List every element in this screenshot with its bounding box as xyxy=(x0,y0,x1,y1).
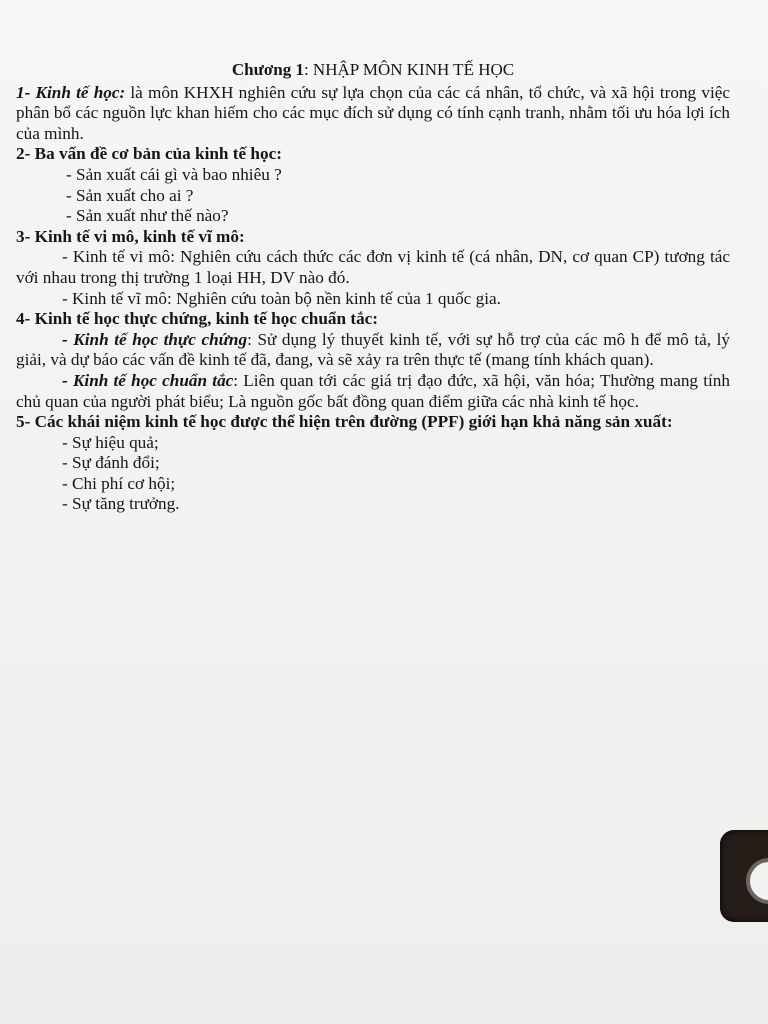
section-3-micro: - Kinh tế vi mô: Nghiên cứu cách thức các đơn vị kinh tế (cá nhân, DN, cơ quan CP) tương tác với nhau trong thị trường 1 loại HH, DV nào đó. xyxy=(16,247,730,287)
section-4-normative-text: : Liên quan tới các giá trị đạo đức, xã hội, văn hóa; Thường mang tính chủ quan của người phát biểu; Là nguồn gốc bất đồng quan điểm giữa các nhà kinh tế học. xyxy=(16,370,730,411)
section-5-item: - Sự hiệu quả; xyxy=(62,432,159,452)
section-3-macro: - Kinh tế vĩ mô: Nghiên cứu toàn bộ nền kinh tế của 1 quốc gia. xyxy=(62,288,501,308)
binder-clip-shadow xyxy=(720,830,768,922)
binder-ring-icon xyxy=(746,858,768,904)
section-4-normative-term: - Kinh tế học chuẩn tắc xyxy=(62,370,234,390)
section-1-term: 1- Kinh tế học: xyxy=(16,82,126,102)
section-4-heading: 4- Kinh tế học thực chứng, kinh tế học chuẩn tắc: xyxy=(16,309,379,329)
section-1-text: là môn KHXH nghiên cứu sự lựa chọn của các cá nhân, tổ chức, và xã hội trong việc phân bổ các nguồn lực khan hiếm cho các mục đích sử dụng có tính cạnh tranh, nhằm tối ưu hóa lợi ích của mình. xyxy=(16,82,730,143)
section-4-positive-text: : Sử dụng lý thuyết kinh tế, với sự hỗ trợ của các mô h để mô tả, lý giải, và dự báo các vấn đề kinh tế đã, đang, và sẽ xảy ra trên thực tế (mang tính khách quan). xyxy=(16,329,730,370)
section-4-positive xyxy=(16,330,730,371)
section-4-normative xyxy=(16,371,730,412)
section-2-item: - Sản xuất cái gì và bao nhiêu ? xyxy=(66,164,282,184)
section-4-positive-term: - Kinh tế học thực chứng xyxy=(62,329,248,349)
section-5-item: - Chi phí cơ hội; xyxy=(62,473,176,493)
section-2-item: - Sản xuất như thế nào? xyxy=(66,206,229,226)
section-5-heading: 5- Các khái niệm kinh tế học được thể hiện trên đường (PPF) giới hạn khả năng sản xuất: xyxy=(16,412,673,432)
chapter-number: Chương 1 xyxy=(231,60,304,79)
section-2-heading: 2- Ba vấn đề cơ bản của kinh tế học: xyxy=(16,144,282,164)
document-body xyxy=(16,60,730,515)
section-3-heading: 3- Kinh tế vi mô, kinh tế vĩ mô: xyxy=(16,226,245,246)
chapter-name: : NHẬP MÔN KINH TẾ HỌC xyxy=(303,60,515,79)
chapter-title xyxy=(16,60,730,81)
section-5-item: - Sự đánh đổi; xyxy=(62,453,160,473)
section-5-item: - Sự tăng trưởng. xyxy=(62,494,180,514)
section-2-item: - Sản xuất cho ai ? xyxy=(66,185,194,205)
section-1-definition xyxy=(16,83,730,145)
